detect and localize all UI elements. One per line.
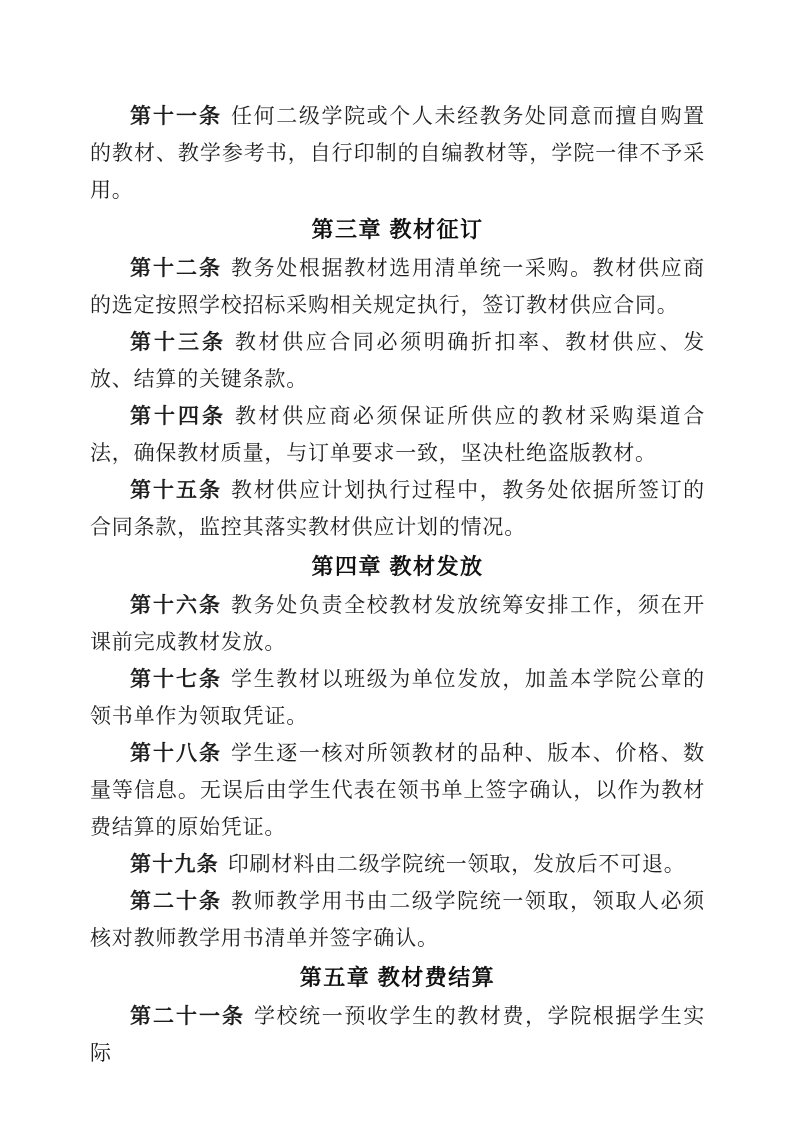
article-17-number: 第十七条: [130, 667, 223, 691]
chapter-5-heading: 第五章 教材费结算: [299, 965, 496, 990]
article-14-paragraph: [90, 398, 705, 472]
chapter-3-heading: 第三章 教材征订: [311, 217, 484, 242]
article-16-text: 教务处负责全校教材发放统筹安排工作，须在开课前完成教材发放。: [90, 593, 705, 654]
article-15-text: 教材供应计划执行过程中，教务处依据所签订的合同条款，监控其落实教材供应计划的情况。: [90, 478, 705, 539]
article-20-number: 第二十条: [130, 889, 223, 913]
article-21-paragraph: [90, 998, 705, 1072]
article-13-number: 第十三条: [130, 330, 226, 354]
chapter-4-heading: 第四章 教材发放: [311, 554, 484, 579]
article-15-number: 第十五条: [130, 478, 223, 502]
article-17-paragraph: [90, 661, 705, 735]
article-16-paragraph: [90, 587, 705, 661]
article-20-text: 教师教学用书由二级学院统一领取，领取人必须核对教师教学用书清单并签字确认。: [90, 889, 705, 950]
article-14-text: 教材供应商必须保证所供应的教材采购渠道合法，确保教材质量，与订单要求一致，坚决杜绝盗版教材。: [90, 404, 705, 465]
article-19-number: 第十九条: [130, 852, 219, 876]
article-18-number: 第十八条: [130, 741, 223, 765]
document-content: [90, 98, 705, 1072]
article-17-text: 学生教材以班级为单位发放，加盖本学院公章的领书单作为领取凭证。: [90, 667, 705, 728]
article-18-text: 学生逐一核对所领教材的品种、版本、价格、数量等信息。无误后由学生代表在领书单上签字确认，以作为教材费结算的原始凭证。: [90, 741, 705, 839]
article-12-text: 教务处根据教材选用清单统一采购。教材供应商的选定按照学校招标采购相关规定执行，签订教材供应合同。: [90, 256, 705, 317]
article-12-number: 第十二条: [130, 256, 223, 280]
article-13-text: 教材供应合同必须明确折扣率、教材供应、发放、结算的关键条款。: [90, 330, 705, 391]
article-19-paragraph: [90, 846, 705, 883]
article-11-paragraph: [90, 98, 705, 209]
article-20-paragraph: [90, 883, 705, 957]
article-21-text: 学校统一预收学生的教材费，学院根据学生实际: [90, 1004, 706, 1065]
article-15-paragraph: [90, 472, 705, 546]
article-21-number: 第二十一条: [130, 1004, 245, 1028]
article-11-text: 任何二级学院或个人未经教务处同意而擅自购置的教材、教学参考书，自行印制的自编教材等，学院一律不予采用。: [90, 104, 705, 202]
article-14-number: 第十四条: [130, 404, 226, 428]
article-18-paragraph: [90, 735, 705, 846]
article-11-number: 第十一条: [130, 104, 223, 128]
article-12-paragraph: [90, 250, 705, 324]
article-16-number: 第十六条: [130, 593, 223, 617]
article-13-paragraph: [90, 324, 705, 398]
article-19-text: 印刷材料由二级学院统一领取，发放后不可退。: [227, 852, 686, 876]
